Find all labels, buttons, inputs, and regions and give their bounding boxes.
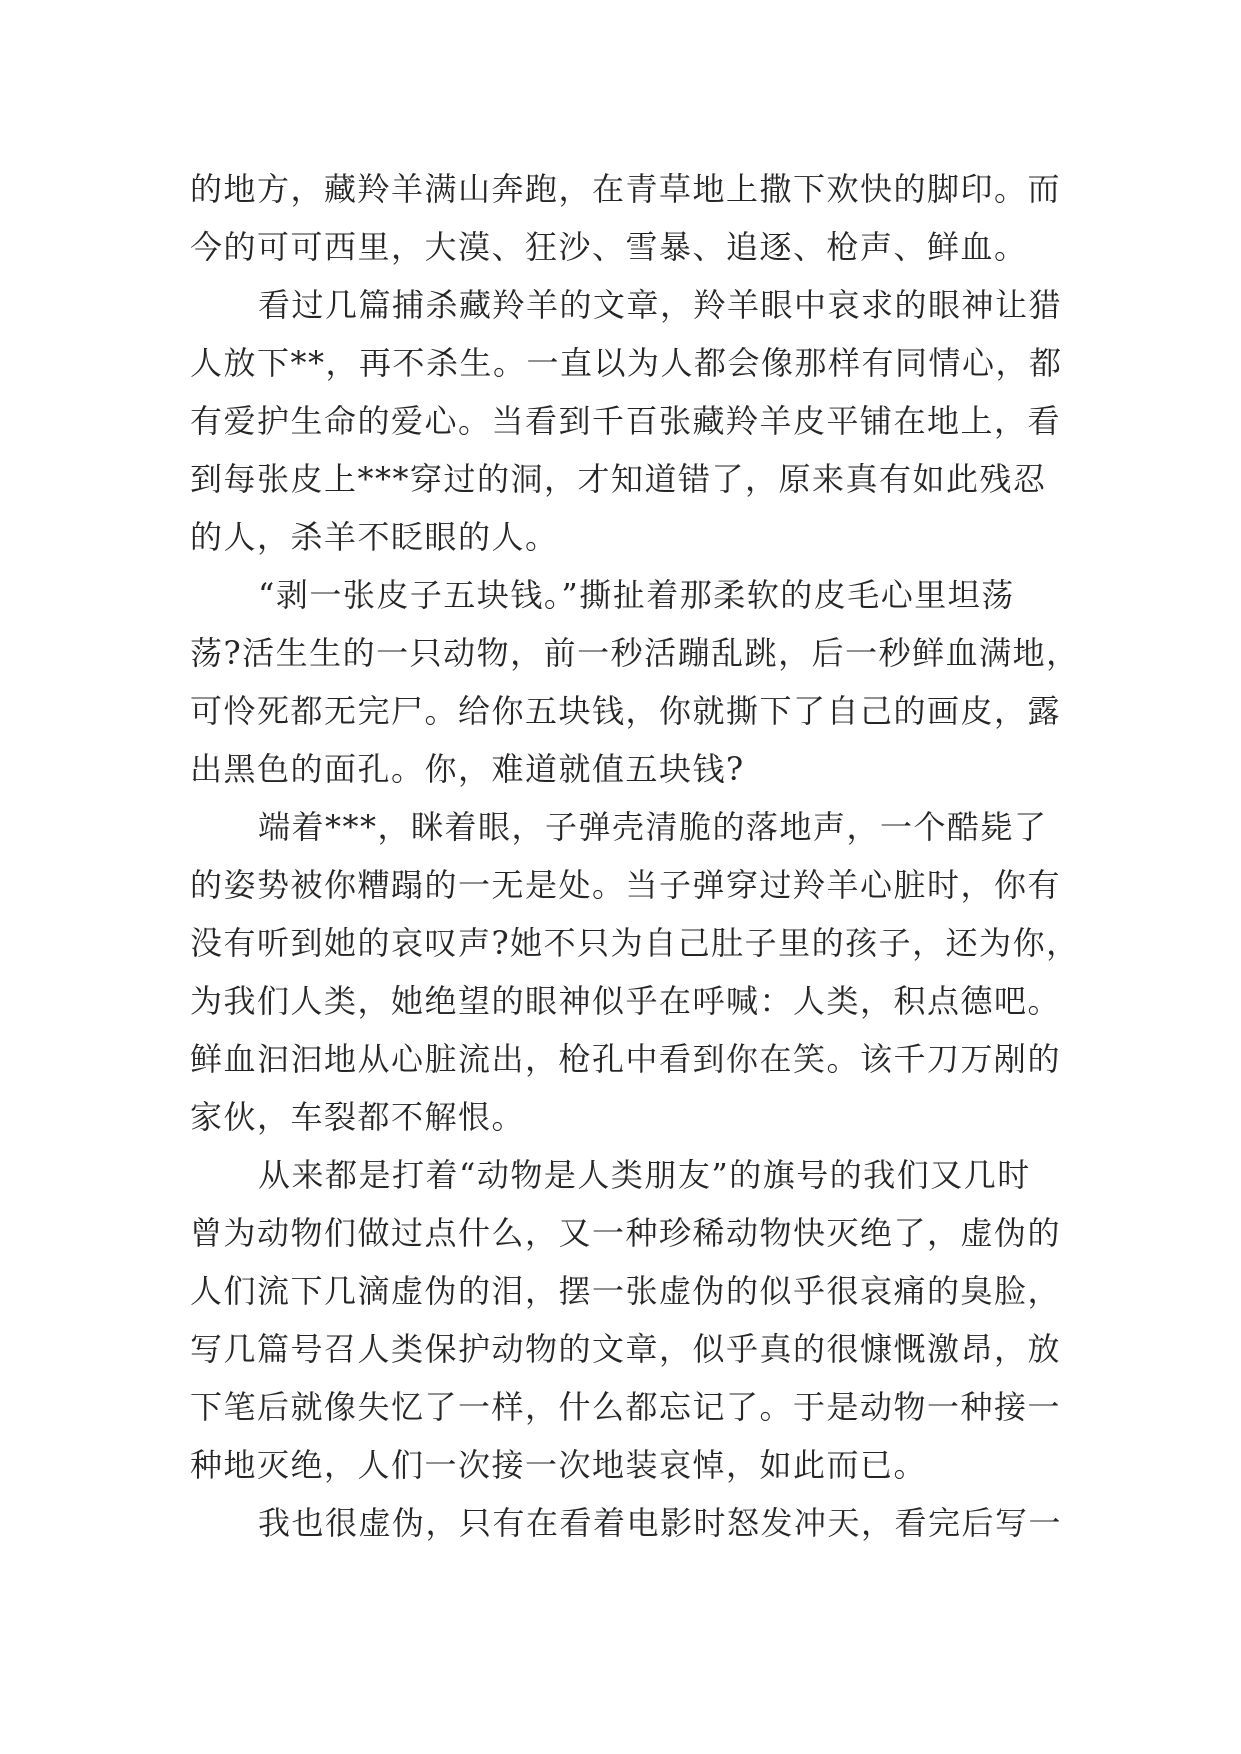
text-line: 到每张皮上***穿过的洞，才知道错了，原来真有如此残忍 (190, 460, 1047, 498)
text-line: 没有听到她的哀叹声?她不只为自己肚子里的孩子，还为你， (190, 924, 1080, 962)
text-line: 的地方，藏羚羊满山奔跑，在青草地上撒下欢快的脚印。而 (190, 170, 1062, 208)
text-line: 出黑色的面孔。你，难道就值五块钱? (190, 750, 745, 788)
text-line: 有爱护生命的爱心。当看到千百张藏羚羊皮平铺在地上，看 (190, 402, 1062, 440)
text-line: 为我们人类，她绝望的眼神似乎在呼喊：人类，积点德吧。 (190, 982, 1062, 1020)
text-line: 可怜死都无完尸。给你五块钱，你就撕下了自己的画皮，露 (190, 692, 1062, 730)
paragraph-first-line: “剥一张皮子五块钱。”撕扯着那柔软的皮毛心里坦荡 (258, 576, 1015, 614)
text-line: 种地灭绝，人们一次接一次地装哀悼，如此而已。 (190, 1446, 928, 1484)
text-line: 人放下**，再不杀生。一直以为人都会像那样有同情心，都 (190, 344, 1063, 382)
text-line: 今的可可西里，大漠、狂沙、雪暴、追逐、枪声、鲜血。 (190, 228, 1028, 266)
text-line: 曾为动物们做过点什么，又一种珍稀动物快灭绝了，虚伪的 (190, 1214, 1062, 1252)
paragraph-first-line: 从来都是打着“动物是人类朋友”的旗号的我们又几时 (258, 1156, 1031, 1194)
paragraph-first-line: 我也很虚伪，只有在看着电影时怒发冲天，看完后写一 (258, 1504, 1063, 1542)
text-line: 鲜血汩汩地从心脏流出，枪孔中看到你在笑。该千刀万剐的 (190, 1040, 1062, 1078)
essay-body (190, 160, 1080, 1552)
paragraph-first-line: 端着***，眯着眼，子弹壳清脆的落地声，一个酷毙了 (258, 808, 1048, 846)
text-line: 写几篇号召人类保护动物的文章，似乎真的很慷慨激昂，放 (190, 1330, 1062, 1368)
text-line: 家伙，车裂都不解恨。 (190, 1098, 526, 1136)
text-line: 的人，杀羊不眨眼的人。 (190, 518, 559, 556)
text-line: 荡?活生生的一只动物，前一秒活蹦乱跳，后一秒鲜血满地， (190, 634, 1080, 672)
text-line: 的姿势被你糟蹋的一无是处。当子弹穿过羚羊心脏时，你有 (190, 866, 1062, 904)
paragraph-first-line: 看过几篇捕杀藏羚羊的文章，羚羊眼中哀求的眼神让猎 (258, 286, 1063, 324)
text-line: 人们流下几滴虚伪的泪，摆一张虚伪的似乎很哀痛的臭脸， (190, 1272, 1062, 1310)
text-line: 下笔后就像失忆了一样，什么都忘记了。于是动物一种接一 (190, 1388, 1062, 1426)
